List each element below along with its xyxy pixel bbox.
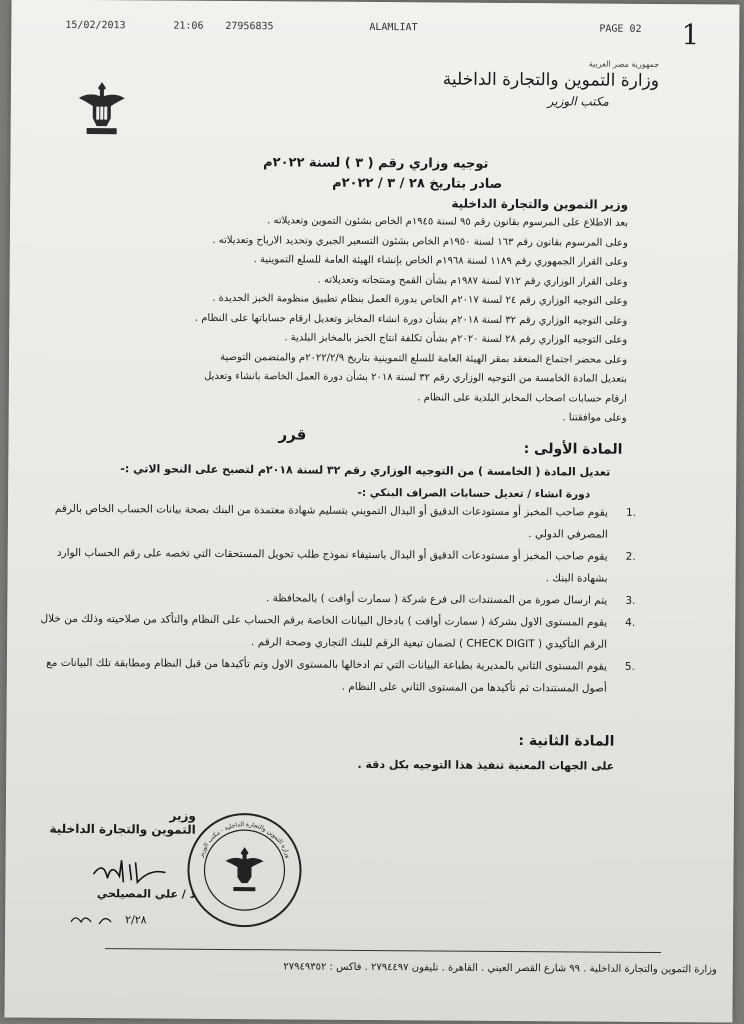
preamble-line: ارقام حسابات اصحاب المخابز البلدية على النظام . [417,391,627,405]
preamble-line: وعلى التوجيه الوزاري رقم ٢٤ لسنة ٢٠١٧م الخاص بدورة العمل بنظام تطبيق منظومة الخبز الجديدة . [212,292,628,307]
ministry-name: وزارة التموين والتجارة الداخلية [442,69,660,91]
fax-date: 15/02/2013 [65,19,126,32]
page-mark: 1 [681,18,700,52]
seal-text: وزارة التموين والتجارة الداخلية - مكتب الوزير [197,821,292,859]
preamble-line: بتعديل المادة الخامسة من التوجيه الوزاري رقم ٣٢ لسنة ٢٠١٨ بشأن دورة العمل الخاصة بانشاء وتعديل [204,370,627,385]
list-item [35,608,635,656]
signatory-ministry: التموين والتجارة الداخلية [49,821,196,837]
preamble-line: وعلى المرسوم بقانون رقم ١٦٣ لسنة ١٩٥٠م الخاص بشئون التسعير الجبري وتحديد الارباح وتعديلاته . [212,234,628,249]
step-number: 5. [624,660,635,673]
step-text: يقوم صاحب المخبز أو مستودعات الدقيق أو البدال باستيفاء نموذج طلب تحويل المستحقات التي تخصه على رقم الحساب الوارد بشهادة البنك . [56,546,608,585]
decree-date: صادر بتاريخ ٢٨ / ٣ / ٢٠٢٢م [332,175,503,192]
fax-header [51,20,691,38]
eagle-emblem-icon [77,78,127,138]
preamble-line: وعلى موافقتنا . [562,412,627,424]
signatory-title [46,808,196,837]
preamble-line: بعد الاطلاع على المرسوم بقانون رقم ٩٥ لسنة ١٩٤٥م الخاص بشئون التموين وتعديلاته . [267,215,629,229]
procedure-steps [35,498,636,700]
step-text: يقوم المستوى الثاني بالمديرية بطباعة البيانات التي تم ادخالها بالمستوى الاول وتم تأكيدها من قبل النظام ومطابقة تلك البيانات مع أصول المستندات ثم تأكيدها من المستوى الثاني على النظام . [46,656,607,695]
footer-divider [105,948,661,953]
preamble-line: وعلى التوجيه الوزاري رقم ٣٢ لسنة ٢٠١٨م بشأن دورة انشاء المخابز وتعديل ارقام حساباتها على النظام . [194,312,628,327]
step-text: يقوم المستوى الاول بشركة ( سمارت أوافت ) بادخال البيانات الخاصة برقم الحساب على النظام والتأكد من صلاحيته وذلك من خلال الرقم التأكيدي ( CHECK DIGIT ) لضمان تبعية الرقم للبنك التجاري وصحة الرقم . [40,612,608,651]
step-text: يقوم صاحب المخبز أو مستودعات الدقيق أو البدال التمويني بتسليم شهادة معتمدة من البنك بصحة بيانات الحساب الخاص بالرقم المصرفي الدولي . [54,502,609,541]
office-name: مكتب الوزير [547,94,609,109]
step-number: 2. [625,550,636,563]
step-number: 3. [625,594,636,607]
document-page [4,0,739,1023]
decision-heading: قرر [278,425,307,444]
fax-time: 21:06 [173,20,204,32]
list-item [36,498,636,546]
issuer-line: وزير التموين والتجارة الداخلية [451,196,629,212]
fax-page: PAGE 02 [599,23,642,35]
step-number: 1. [625,506,637,519]
article-1-heading: المادة الأولى : [523,441,623,458]
footer-address: وزارة التموين والتجارة الداخلية . ٩٩ شارع القصر العيني . القاهرة . تليفون ٢٧٩٤٤٩٧ . فاكس : ٢٧٩٤٩٣٥٢ [283,961,717,976]
letterhead [439,58,659,109]
preamble-line: وعلى التوجيه الوزاري رقم ٢٨ لسنة ٢٠٢٠م بشأن تكلفة انتاج الخبز بالمخابز البلدية . [284,332,628,346]
official-seal-icon [183,809,306,932]
procedure-subtitle: دورة انشاء / تعديل حسابات الصراف البنكي :- [357,486,591,501]
preamble-line: وعلى محضر اجتماع المنعقد بمقر الهيئة العامة للسلع التموينية بتاريخ ٢٠٢٢/٢/٩م والمتضمن التوصية [220,351,628,366]
article-1-text: تعديل المادة ( الخامسة ) من التوجيه الوزاري رقم ٣٢ لسنة ٢٠١٨م لتصبح على النحو الاتي :- [120,462,611,479]
article-2-heading: المادة الثانية : [518,733,615,750]
fax-sender: ALAMLIAT [369,21,418,34]
handwritten-signature [89,854,169,889]
step-text: يتم ارسال صورة من المستندات الى فرع شركة ( سمارت أوافت ) بالمحافظة . [265,592,608,607]
signatory-name: د / علي المصيلحي [96,887,196,901]
signatory-role: وزير [169,808,196,823]
article-2-text: على الجهات المعنية تنفيذ هذا التوجيه بكل دقة . [357,757,615,773]
preamble-line: وعلى القرار الجمهوري رقم ١١٨٩ لسنة ١٩٦٨م الخاص بإنشاء الهيئة العامة للسلع التموينية . [253,254,628,268]
preamble [67,210,628,428]
handwritten-date [65,906,175,931]
date-note: ٢/٢٨ [125,913,147,927]
step-number: 4. [625,616,636,629]
preamble-line: وعلى القرار الوزاري رقم ٧١٢ لسنة ١٩٨٧م بشأن القمح ومنتجاته وتعديلاته . [317,274,628,288]
list-item [35,542,635,590]
decree-number: توجيه وزاري رقم ( ٣ ) لسنة ٢٠٢٢م [263,155,489,172]
list-item [35,652,635,700]
country-name: جمهورية مصر العربية [588,59,660,69]
fax-number: 27956835 [225,20,274,33]
